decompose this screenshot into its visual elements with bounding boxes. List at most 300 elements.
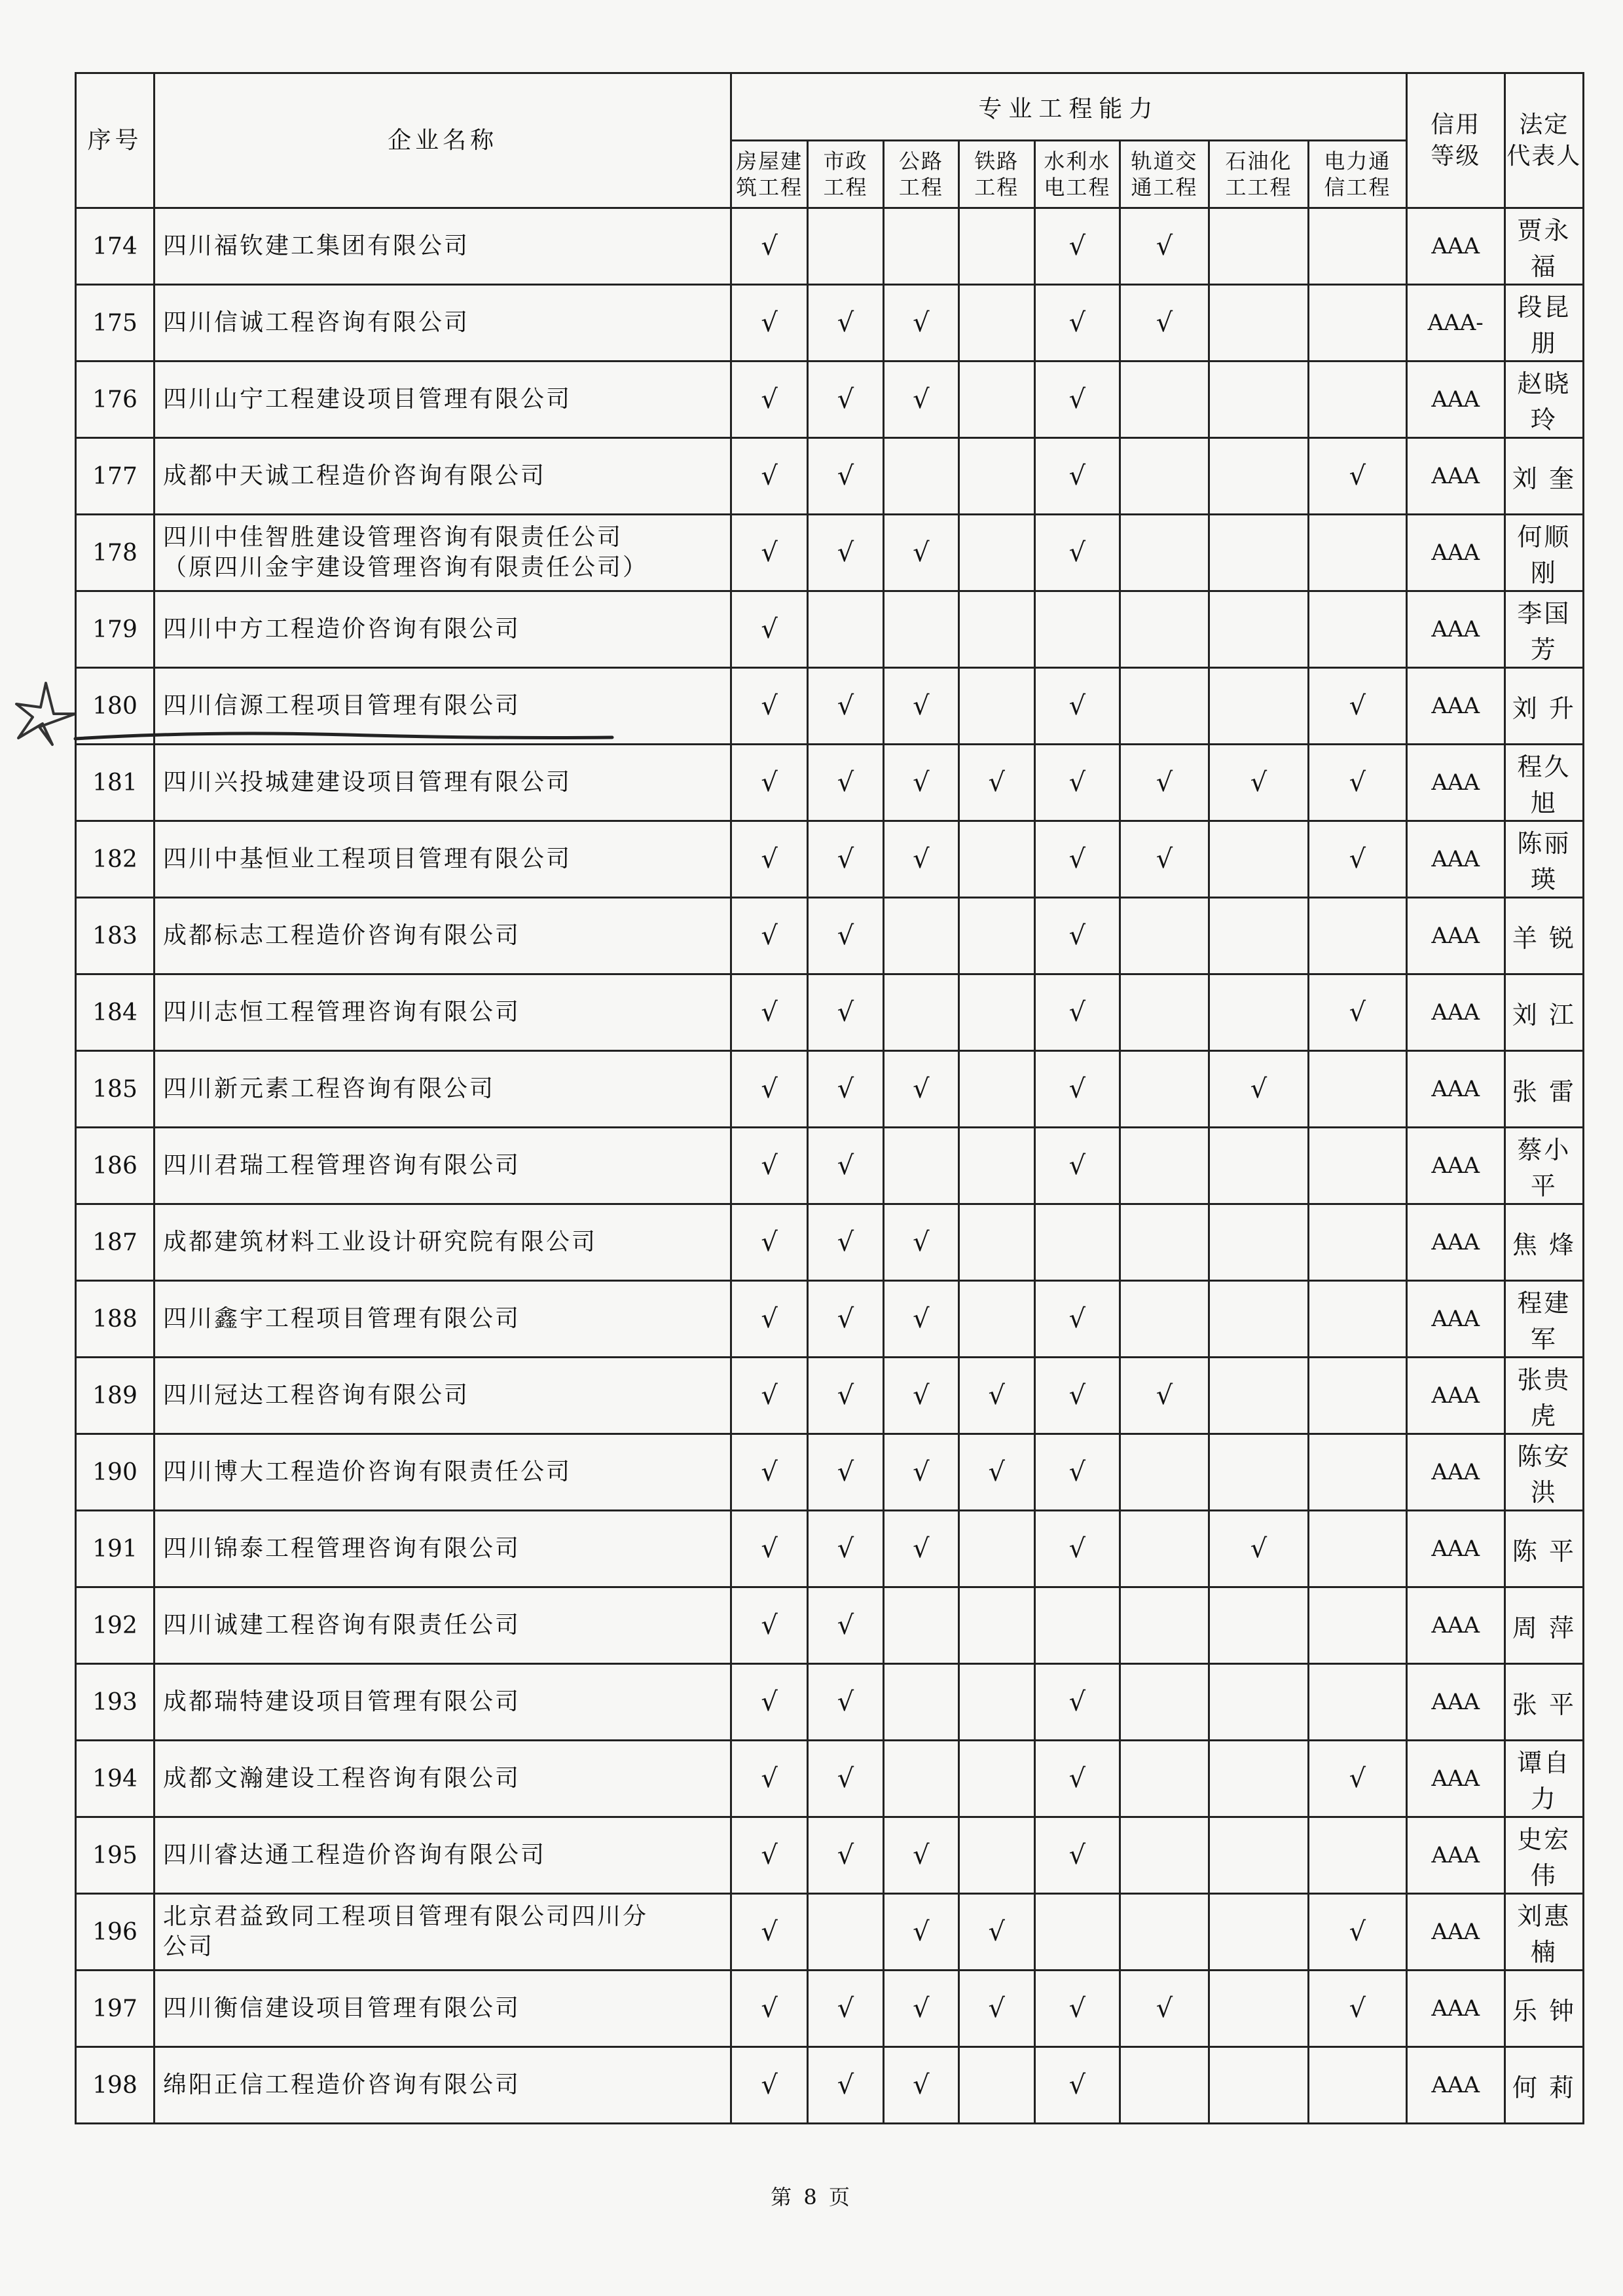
credit-grade-cell: AAA <box>1406 438 1504 515</box>
capability-check-cell <box>958 438 1034 515</box>
capability-check-cell: √ <box>883 745 958 821</box>
capability-check-cell <box>958 1741 1034 1817</box>
capability-check-cell <box>958 1281 1034 1358</box>
legal-representative-cell: 段昆朋 <box>1504 285 1583 361</box>
company-name-cell: 四川山宁工程建设项目管理有限公司 <box>155 361 731 438</box>
legal-representative-cell: 陈安洪 <box>1504 1434 1583 1511</box>
capability-check-cell: √ <box>1034 898 1120 974</box>
legal-representative-cell: 谭自力 <box>1504 1741 1583 1817</box>
capability-check-cell: √ <box>731 208 808 285</box>
table-row <box>76 1128 1584 1204</box>
capability-check-cell: √ <box>1209 745 1308 821</box>
capability-check-cell: √ <box>731 1971 808 2047</box>
capability-check-cell: √ <box>808 1051 884 1128</box>
capability-check-cell: √ <box>808 285 884 361</box>
capability-check-cell: √ <box>883 515 958 591</box>
capability-check-cell: √ <box>808 974 884 1051</box>
capability-check-cell <box>1034 1587 1120 1664</box>
capability-check-cell: √ <box>808 1741 884 1817</box>
capability-check-cell: √ <box>731 1358 808 1434</box>
capability-check-cell <box>1120 1281 1209 1358</box>
capability-check-cell <box>1309 2047 1406 2124</box>
capability-check-cell <box>1209 668 1308 745</box>
capability-check-cell <box>1309 591 1406 668</box>
capability-check-cell <box>1209 974 1308 1051</box>
header-credit-grade: 信用 等级 <box>1406 73 1504 208</box>
capability-check-cell <box>808 208 884 285</box>
capability-check-cell: √ <box>1120 1358 1209 1434</box>
legal-representative-cell: 刘惠楠 <box>1504 1894 1583 1971</box>
capability-check-cell <box>883 1587 958 1664</box>
legal-representative-cell: 陈 平 <box>1504 1511 1583 1587</box>
capability-check-cell: √ <box>808 361 884 438</box>
capability-check-cell <box>1309 1511 1406 1587</box>
capability-check-cell <box>883 208 958 285</box>
capability-check-cell <box>958 1051 1034 1128</box>
serial-number-cell: 197 <box>76 1971 155 2047</box>
enterprise-register-table <box>75 72 1584 2124</box>
capability-check-cell <box>1120 2047 1209 2124</box>
header-capability-3: 铁路 工程 <box>958 141 1034 208</box>
capability-check-cell <box>958 1587 1034 1664</box>
capability-check-cell: √ <box>1034 668 1120 745</box>
capability-check-cell <box>1209 1128 1308 1204</box>
company-name-cell: 成都标志工程造价咨询有限公司 <box>155 898 731 974</box>
serial-number-cell: 186 <box>76 1128 155 1204</box>
capability-check-cell <box>958 668 1034 745</box>
table-row <box>76 898 1584 974</box>
capability-check-cell: √ <box>1309 1741 1406 1817</box>
credit-grade-cell: AAA <box>1406 1817 1504 1894</box>
capability-check-cell: √ <box>1120 821 1209 898</box>
company-name-cell: 四川福钦建工集团有限公司 <box>155 208 731 285</box>
capability-check-cell: √ <box>1309 821 1406 898</box>
credit-grade-cell: AAA <box>1406 1894 1504 1971</box>
capability-check-cell <box>1209 1204 1308 1281</box>
capability-check-cell: √ <box>883 1894 958 1971</box>
serial-number-cell: 181 <box>76 745 155 821</box>
table-row <box>76 1971 1584 2047</box>
table-row <box>76 1511 1584 1587</box>
capability-check-cell <box>808 1894 884 1971</box>
hand-drawn-star-mark <box>13 678 79 750</box>
legal-representative-cell: 周 萍 <box>1504 1587 1583 1664</box>
credit-grade-cell: AAA <box>1406 898 1504 974</box>
table-row <box>76 745 1584 821</box>
capability-check-cell: √ <box>1209 1051 1308 1128</box>
capability-check-cell: √ <box>1034 974 1120 1051</box>
capability-check-cell: √ <box>731 1894 808 1971</box>
capability-check-cell <box>1120 898 1209 974</box>
capability-check-cell <box>1309 1817 1406 1894</box>
capability-check-cell: √ <box>883 1051 958 1128</box>
capability-check-cell: √ <box>1309 1971 1406 2047</box>
capability-check-cell <box>1309 1281 1406 1358</box>
company-name-cell: 四川兴投城建建设项目管理有限公司 <box>155 745 731 821</box>
capability-check-cell <box>1209 515 1308 591</box>
legal-representative-cell: 张 平 <box>1504 1664 1583 1741</box>
capability-check-cell <box>1209 208 1308 285</box>
capability-check-cell: √ <box>731 1434 808 1511</box>
serial-number-cell: 178 <box>76 515 155 591</box>
credit-grade-cell: AAA- <box>1406 285 1504 361</box>
capability-check-cell: √ <box>731 1281 808 1358</box>
capability-check-cell <box>1120 1587 1209 1664</box>
register-rows <box>76 208 1584 2124</box>
capability-check-cell <box>1309 515 1406 591</box>
capability-check-cell <box>1309 1204 1406 1281</box>
capability-check-cell <box>1034 1204 1120 1281</box>
capability-check-cell: √ <box>731 1128 808 1204</box>
capability-check-cell: √ <box>1034 1971 1120 2047</box>
capability-check-cell: √ <box>1309 745 1406 821</box>
capability-check-cell: √ <box>731 1051 808 1128</box>
capability-check-cell: √ <box>808 1434 884 1511</box>
capability-check-cell: √ <box>1120 208 1209 285</box>
serial-number-cell: 174 <box>76 208 155 285</box>
table-row <box>76 1741 1584 1817</box>
capability-check-cell <box>883 974 958 1051</box>
credit-grade-cell: AAA <box>1406 208 1504 285</box>
capability-check-cell <box>1120 361 1209 438</box>
legal-representative-cell: 焦 烽 <box>1504 1204 1583 1281</box>
capability-check-cell <box>958 208 1034 285</box>
header-capability-1: 市政 工程 <box>808 141 884 208</box>
capability-check-cell <box>883 1664 958 1741</box>
capability-check-cell: √ <box>1309 974 1406 1051</box>
capability-check-cell <box>1309 898 1406 974</box>
company-name-cell: 四川睿达通工程造价咨询有限公司 <box>155 1817 731 1894</box>
capability-check-cell <box>1120 438 1209 515</box>
credit-grade-cell: AAA <box>1406 821 1504 898</box>
capability-check-cell: √ <box>808 1204 884 1281</box>
capability-check-cell: √ <box>731 285 808 361</box>
capability-check-cell: √ <box>808 1511 884 1587</box>
capability-check-cell: √ <box>731 1817 808 1894</box>
capability-check-cell <box>1309 1434 1406 1511</box>
capability-check-cell <box>1120 1051 1209 1128</box>
capability-check-cell: √ <box>731 2047 808 2124</box>
company-name-cell: 成都文瀚建设工程咨询有限公司 <box>155 1741 731 1817</box>
credit-grade-cell: AAA <box>1406 591 1504 668</box>
serial-number-cell: 184 <box>76 974 155 1051</box>
capability-check-cell <box>1034 1894 1120 1971</box>
credit-grade-cell: AAA <box>1406 1741 1504 1817</box>
capability-check-cell: √ <box>1034 1051 1120 1128</box>
credit-grade-cell: AAA <box>1406 1971 1504 2047</box>
capability-check-cell <box>958 1128 1034 1204</box>
table-row <box>76 1358 1584 1434</box>
legal-representative-cell: 李国芳 <box>1504 591 1583 668</box>
header-capability-0: 房屋建 筑工程 <box>731 141 808 208</box>
capability-check-cell <box>1120 1817 1209 1894</box>
capability-check-cell: √ <box>883 1511 958 1587</box>
capability-check-cell: √ <box>1034 1511 1120 1587</box>
legal-representative-cell: 乐 钟 <box>1504 1971 1583 2047</box>
credit-grade-cell: AAA <box>1406 974 1504 1051</box>
credit-grade-cell: AAA <box>1406 1664 1504 1741</box>
capability-check-cell <box>1209 361 1308 438</box>
table-row <box>76 1051 1584 1128</box>
table-row <box>76 1204 1584 1281</box>
capability-check-cell: √ <box>808 1971 884 2047</box>
capability-check-cell: √ <box>1034 1281 1120 1358</box>
table-row <box>76 285 1584 361</box>
serial-number-cell: 195 <box>76 1817 155 1894</box>
capability-check-cell: √ <box>1034 1434 1120 1511</box>
header-capability-7: 电力通 信工程 <box>1309 141 1406 208</box>
capability-check-cell <box>958 974 1034 1051</box>
serial-number-cell: 192 <box>76 1587 155 1664</box>
table-row <box>76 361 1584 438</box>
header-capability-6: 石油化 工工程 <box>1209 141 1308 208</box>
serial-number-cell: 196 <box>76 1894 155 1971</box>
legal-representative-cell: 蔡小平 <box>1504 1128 1583 1204</box>
capability-check-cell <box>1209 1358 1308 1434</box>
table-row <box>76 1587 1584 1664</box>
capability-check-cell: √ <box>731 1204 808 1281</box>
capability-check-cell: √ <box>731 1741 808 1817</box>
serial-number-cell: 182 <box>76 821 155 898</box>
capability-check-cell: √ <box>1034 208 1120 285</box>
table-row <box>76 1664 1584 1741</box>
capability-check-cell <box>808 591 884 668</box>
serial-number-cell: 183 <box>76 898 155 974</box>
capability-check-cell: √ <box>1034 361 1120 438</box>
capability-check-cell <box>1309 1587 1406 1664</box>
capability-check-cell <box>1209 821 1308 898</box>
header-capability-5: 轨道交 通工程 <box>1120 141 1209 208</box>
capability-check-cell <box>883 438 958 515</box>
legal-representative-cell: 赵晓玲 <box>1504 361 1583 438</box>
company-name-cell: 成都瑞特建设项目管理有限公司 <box>155 1664 731 1741</box>
company-name-cell: 四川信诚工程咨询有限公司 <box>155 285 731 361</box>
serial-number-cell: 175 <box>76 285 155 361</box>
serial-number-cell: 180 <box>76 668 155 745</box>
capability-check-cell: √ <box>883 1358 958 1434</box>
legal-representative-cell: 刘 江 <box>1504 974 1583 1051</box>
table-row <box>76 591 1584 668</box>
capability-check-cell: √ <box>731 821 808 898</box>
credit-grade-cell: AAA <box>1406 1051 1504 1128</box>
capability-check-cell: √ <box>1034 1664 1120 1741</box>
capability-check-cell <box>1309 1358 1406 1434</box>
company-name-cell: 四川锦泰工程管理咨询有限公司 <box>155 1511 731 1587</box>
capability-check-cell: √ <box>1034 821 1120 898</box>
company-name-cell: 四川新元素工程咨询有限公司 <box>155 1051 731 1128</box>
capability-check-cell <box>883 1128 958 1204</box>
capability-check-cell: √ <box>1120 1971 1209 2047</box>
credit-grade-cell: AAA <box>1406 1434 1504 1511</box>
capability-check-cell: √ <box>1309 438 1406 515</box>
header-legal-representative: 法定 代表人 <box>1504 73 1583 208</box>
capability-check-cell: √ <box>958 1971 1034 2047</box>
capability-check-cell <box>1209 1741 1308 1817</box>
capability-check-cell: √ <box>1034 1741 1120 1817</box>
serial-number-cell: 179 <box>76 591 155 668</box>
company-name-cell: 四川博大工程造价咨询有限责任公司 <box>155 1434 731 1511</box>
capability-check-cell <box>958 1664 1034 1741</box>
capability-check-cell: √ <box>1309 668 1406 745</box>
capability-check-cell: √ <box>808 668 884 745</box>
capability-check-cell: √ <box>883 668 958 745</box>
capability-check-cell <box>1209 1894 1308 1971</box>
capability-check-cell <box>883 898 958 974</box>
company-name-cell: 四川中方工程造价咨询有限公司 <box>155 591 731 668</box>
company-name-cell: 四川诚建工程咨询有限责任公司 <box>155 1587 731 1664</box>
capability-check-cell <box>1309 1051 1406 1128</box>
capability-check-cell <box>1309 1128 1406 1204</box>
page-number-footer: 第 8 页 <box>771 2185 852 2210</box>
credit-grade-cell: AAA <box>1406 361 1504 438</box>
legal-representative-cell: 刘 升 <box>1504 668 1583 745</box>
capability-check-cell <box>1120 591 1209 668</box>
capability-check-cell: √ <box>958 1358 1034 1434</box>
capability-check-cell: √ <box>1034 2047 1120 2124</box>
credit-grade-cell: AAA <box>1406 745 1504 821</box>
capability-check-cell <box>1209 1817 1308 1894</box>
capability-check-cell <box>1209 1971 1308 2047</box>
legal-representative-cell: 张 雷 <box>1504 1051 1583 1128</box>
capability-check-cell <box>883 591 958 668</box>
company-name-cell: 四川志恒工程管理咨询有限公司 <box>155 974 731 1051</box>
capability-check-cell: √ <box>1034 1128 1120 1204</box>
capability-check-cell <box>1120 1741 1209 1817</box>
legal-representative-cell: 何顺刚 <box>1504 515 1583 591</box>
table-row <box>76 208 1584 285</box>
capability-check-cell: √ <box>808 1664 884 1741</box>
capability-check-cell: √ <box>731 668 808 745</box>
capability-check-cell: √ <box>1309 1894 1406 1971</box>
capability-check-cell: √ <box>958 1434 1034 1511</box>
capability-check-cell: √ <box>1034 438 1120 515</box>
capability-check-cell: √ <box>883 1971 958 2047</box>
capability-check-cell: √ <box>731 438 808 515</box>
capability-check-cell: √ <box>883 1817 958 1894</box>
serial-number-cell: 190 <box>76 1434 155 1511</box>
capability-check-cell: √ <box>731 898 808 974</box>
capability-check-cell <box>958 898 1034 974</box>
serial-number-cell: 189 <box>76 1358 155 1434</box>
serial-number-cell: 176 <box>76 361 155 438</box>
capability-check-cell: √ <box>731 361 808 438</box>
capability-check-cell: √ <box>1034 1817 1120 1894</box>
serial-number-cell: 177 <box>76 438 155 515</box>
capability-check-cell <box>1120 1434 1209 1511</box>
capability-check-cell: √ <box>1034 515 1120 591</box>
capability-check-cell <box>958 1511 1034 1587</box>
capability-check-cell: √ <box>1034 1358 1120 1434</box>
capability-check-cell: √ <box>808 438 884 515</box>
credit-grade-cell: AAA <box>1406 1511 1504 1587</box>
table-row <box>76 668 1584 745</box>
capability-check-cell <box>958 1204 1034 1281</box>
capability-check-cell <box>1209 285 1308 361</box>
credit-grade-cell: AAA <box>1406 1281 1504 1358</box>
legal-representative-cell: 羊 锐 <box>1504 898 1583 974</box>
capability-check-cell: √ <box>731 515 808 591</box>
capability-check-cell <box>958 1817 1034 1894</box>
serial-number-cell: 185 <box>76 1051 155 1128</box>
capability-check-cell: √ <box>1120 745 1209 821</box>
table-row <box>76 821 1584 898</box>
capability-check-cell <box>958 591 1034 668</box>
company-name-cell: 四川衡信建设项目管理有限公司 <box>155 1971 731 2047</box>
company-name-cell: 成都中天诚工程造价咨询有限公司 <box>155 438 731 515</box>
capability-check-cell: √ <box>808 1281 884 1358</box>
capability-check-cell <box>1309 208 1406 285</box>
capability-check-cell: √ <box>1120 285 1209 361</box>
capability-check-cell <box>1120 668 1209 745</box>
capability-check-cell: √ <box>808 2047 884 2124</box>
company-name-cell: 北京君益致同工程项目管理有限公司四川分 公司 <box>155 1894 731 1971</box>
legal-representative-cell: 贾永福 <box>1504 208 1583 285</box>
serial-number-cell: 188 <box>76 1281 155 1358</box>
capability-check-cell <box>1209 2047 1308 2124</box>
capability-check-cell: √ <box>808 1817 884 1894</box>
capability-check-cell: √ <box>883 1204 958 1281</box>
capability-check-cell: √ <box>808 898 884 974</box>
header-capability-4: 水利水 电工程 <box>1034 141 1120 208</box>
capability-check-cell: √ <box>1209 1511 1308 1587</box>
capability-check-cell: √ <box>883 361 958 438</box>
capability-check-cell <box>1120 515 1209 591</box>
capability-check-cell <box>1120 1204 1209 1281</box>
capability-check-cell <box>1309 361 1406 438</box>
company-name-cell: 四川鑫宇工程项目管理有限公司 <box>155 1281 731 1358</box>
capability-check-cell <box>1209 898 1308 974</box>
table-row <box>76 515 1584 591</box>
capability-check-cell: √ <box>883 821 958 898</box>
capability-check-cell <box>1120 1128 1209 1204</box>
header-serial-number: 序号 <box>76 73 155 208</box>
capability-check-cell: √ <box>808 1358 884 1434</box>
capability-check-cell <box>1209 591 1308 668</box>
credit-grade-cell: AAA <box>1406 1587 1504 1664</box>
company-name-cell: 四川君瑞工程管理咨询有限公司 <box>155 1128 731 1204</box>
company-name-cell: 成都建筑材料工业设计研究院有限公司 <box>155 1204 731 1281</box>
serial-number-cell: 194 <box>76 1741 155 1817</box>
capability-check-cell <box>1309 285 1406 361</box>
capability-check-cell <box>1120 1664 1209 1741</box>
legal-representative-cell: 何 莉 <box>1504 2047 1583 2124</box>
capability-check-cell: √ <box>883 2047 958 2124</box>
table-row <box>76 1281 1584 1358</box>
header-capability-2: 公路 工程 <box>883 141 958 208</box>
company-name-cell: 四川中佳智胜建设管理咨询有限责任公司 （原四川金宇建设管理咨询有限责任公司） <box>155 515 731 591</box>
capability-check-cell <box>1209 1664 1308 1741</box>
company-name-cell: 四川中基恒业工程项目管理有限公司 <box>155 821 731 898</box>
credit-grade-cell: AAA <box>1406 2047 1504 2124</box>
capability-check-cell <box>1209 1281 1308 1358</box>
capability-check-cell <box>1309 1664 1406 1741</box>
legal-representative-cell: 陈丽瑛 <box>1504 821 1583 898</box>
table-row <box>76 2047 1584 2124</box>
capability-check-cell: √ <box>1034 745 1120 821</box>
capability-check-cell <box>1120 1511 1209 1587</box>
serial-number-cell: 191 <box>76 1511 155 1587</box>
capability-check-cell <box>1120 1894 1209 1971</box>
company-name-cell: 四川冠达工程咨询有限公司 <box>155 1358 731 1434</box>
capability-check-cell: √ <box>1034 285 1120 361</box>
capability-check-cell: √ <box>808 515 884 591</box>
capability-check-cell: √ <box>883 1281 958 1358</box>
capability-check-cell: √ <box>808 1128 884 1204</box>
header-capability-group: 专业工程能力 <box>731 73 1406 141</box>
table-row <box>76 974 1584 1051</box>
credit-grade-cell: AAA <box>1406 1128 1504 1204</box>
capability-check-cell <box>1034 591 1120 668</box>
